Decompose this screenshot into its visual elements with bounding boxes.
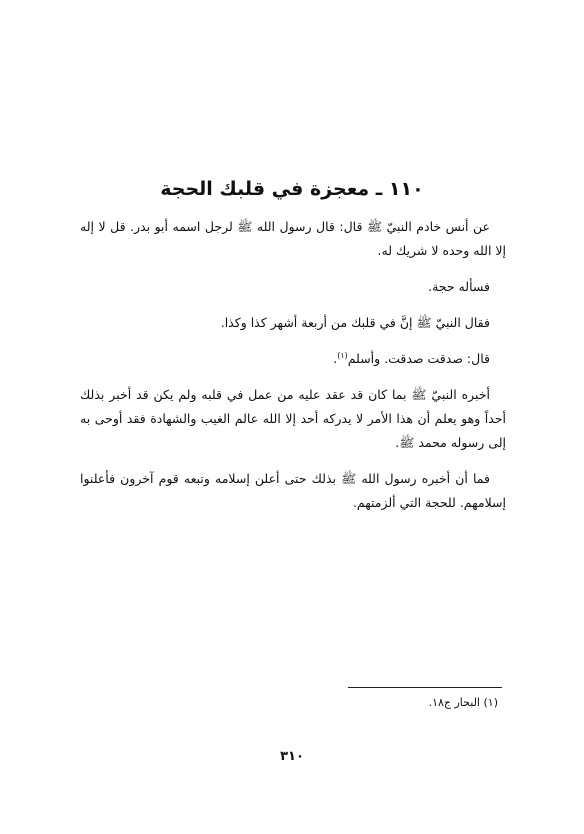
paragraph: عن أنس خادم النبيّ ﷺ قال: قال رسول الله ﷺ لرجل اسمه أبو بدر. قل لا إله إلا الله وحده لا شريك له. [80, 219, 506, 258]
body-text [80, 215, 506, 515]
page-number: ٣١٠ [280, 749, 304, 764]
paragraph: أخبره النبيّ ﷺ بما كان قد عقد عليه من عمل في قلبه ولم يكن قد أخبر بذلك أحداً وهو يعلم أن هذا الأمر لا يدركه أحد إلا الله عالم الغيب والشهادة فقد أوحى به إلى رسوله محمد ﷺ. [80, 387, 506, 450]
paragraph-with-footnote [80, 347, 506, 371]
paragraph: فما أن أخبره رسول الله ﷺ بذلك حتى أعلن إسلامه وتبعه قوم آخرون فأعلنوا إسلامهم. للحجة التي ألزمتهم. [80, 471, 506, 510]
footnote: (١) البحار ج١٨. [428, 696, 498, 709]
paragraph-text: قال: صدقت صدقت. وأسلم [347, 351, 490, 366]
paragraph: فسأله حجة. [428, 279, 490, 294]
footnote-reference[interactable]: (١) [337, 350, 348, 360]
footnote-divider [348, 687, 502, 688]
sentence-end: . [333, 351, 338, 366]
paragraph: فقال النبيّ ﷺ إنَّ في قلبك من أربعة أشهر كذا وكذا. [220, 315, 490, 330]
chapter-title: ١١٠ ـ معجزة في قلبك الحجة [160, 178, 424, 200]
